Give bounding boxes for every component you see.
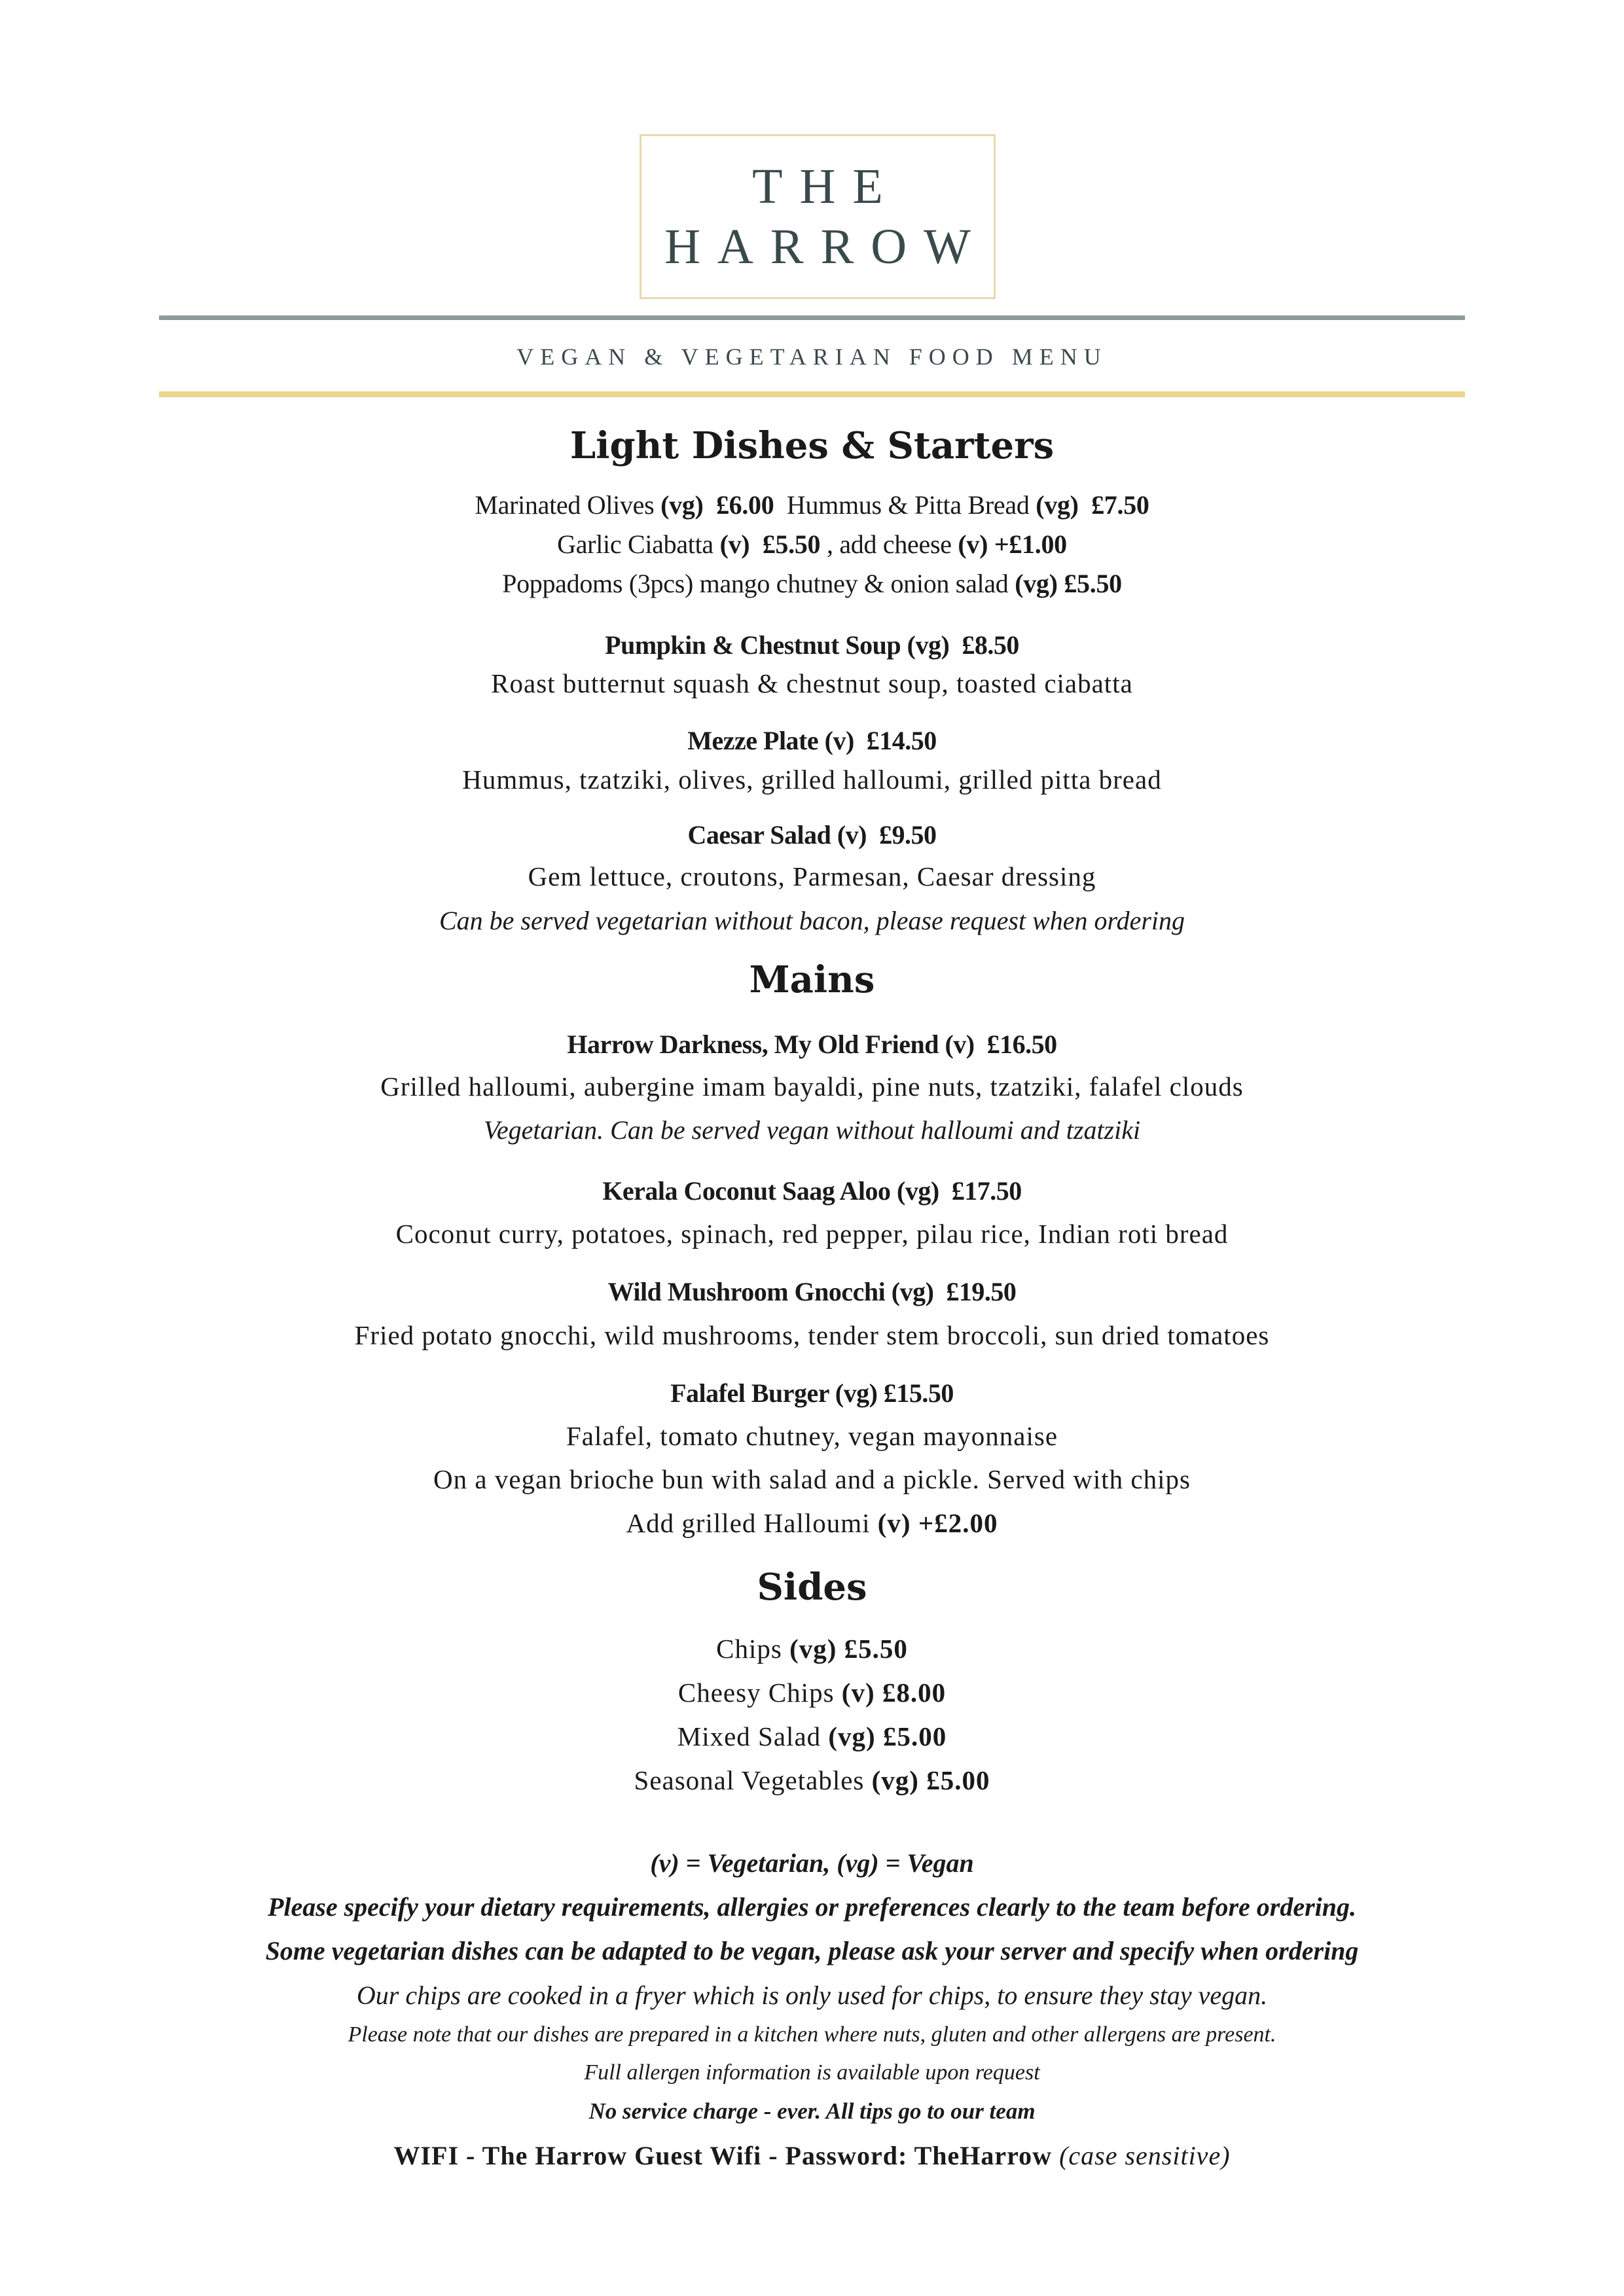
item-price: £5.50: [1064, 569, 1122, 598]
item-note: Can be served vegetarian without bacon, please request when ordering: [439, 906, 1185, 935]
item-price: £5.00: [882, 1721, 947, 1751]
chips-notice: Our chips are cooked in a fryer which is only used for chips, to ensure they stay vegan.: [356, 1981, 1268, 2010]
diet-tag: (v): [719, 529, 750, 559]
item-name: Cheesy Chips: [677, 1677, 835, 1708]
menu-tagline: VEGAN & VEGETARIAN FOOD MENU: [516, 344, 1108, 370]
item-description: Hummus, tzatziki, olives, grilled halloumi, grilled pitta bread: [462, 764, 1162, 795]
quick-items-row-3: [0, 568, 1624, 599]
diet-tag: (vg): [871, 1765, 919, 1795]
section-title-starters: Light Dishes & Starters: [569, 424, 1055, 467]
item-name: Falafel Burger: [670, 1378, 829, 1408]
item-description: Roast butternut squash & chestnut soup, toasted ciabatta: [491, 668, 1133, 698]
quick-items-row-2: [0, 529, 1624, 560]
item-name: Hummus & Pitta Bread: [786, 490, 1030, 520]
adapt-notice: Some vegetarian dishes can be adapted to be vegan, please ask your server and specify when ordering: [265, 1936, 1359, 1965]
item-name: Wild Mushroom Gnocchi: [607, 1277, 886, 1306]
item-name: Poppadoms (3pcs) mango chutney & onion salad: [502, 569, 1009, 598]
diet-tag: (v): [824, 726, 854, 755]
side-item: [0, 1721, 1624, 1752]
item-addon: [0, 1507, 1624, 1539]
item-price: £14.50: [866, 726, 937, 755]
wifi-label: WIFI - The Harrow Guest Wifi - Password: TheHarrow: [393, 2141, 1053, 2170]
item-name: Seasonal Vegetables: [634, 1765, 865, 1795]
diet-tag: (vg): [907, 630, 950, 660]
item-name: Harrow Darkness, My Old Friend: [567, 1030, 939, 1059]
item-name: Pumpkin & Chestnut Soup: [605, 630, 901, 660]
item-price: £5.50: [844, 1634, 908, 1664]
item-price: £5.00: [926, 1765, 990, 1795]
item-description: Grilled halloumi, aubergine imam bayaldi, pine nuts, tzatziki, falafel clouds: [380, 1071, 1244, 1102]
allergen-notice: Please note that our dishes are prepared in a kitchen where nuts, gluten and other allergens are present.: [348, 2022, 1276, 2047]
item-price: +£1.00: [994, 529, 1067, 559]
side-item: [0, 1677, 1624, 1708]
quick-items-row-1: [0, 490, 1624, 520]
dietary-notice: Please specify your dietary requirements, allergies or preferences clearly to the team before ordering.: [267, 1892, 1357, 1922]
item-name: Marinated Olives: [475, 490, 655, 520]
item-name: Kerala Coconut Saag Aloo: [602, 1176, 891, 1206]
wifi-note: (case sensitive): [1059, 2141, 1231, 2170]
logo-line-2: HARROW: [664, 219, 988, 274]
item-description-2: On a vegan brioche bun with salad and a pickle. Served with chips: [433, 1464, 1191, 1494]
item-name: Mixed Salad: [677, 1721, 821, 1751]
logo: [640, 134, 996, 299]
logo-line-1: THE: [752, 159, 900, 214]
wifi-info: [0, 2140, 1624, 2171]
item-price: £19.50: [946, 1277, 1017, 1306]
item-price: £8.00: [882, 1677, 947, 1708]
item-price: £6.00: [715, 490, 774, 520]
item-price: £15.50: [883, 1378, 954, 1408]
item-price: £8.50: [962, 630, 1019, 660]
diet-tag: (v): [945, 1030, 975, 1059]
item-price: £5.50: [762, 529, 821, 559]
diet-tag: (vg): [1015, 569, 1058, 598]
diet-legend: (v) = Vegetarian, (vg) = Vegan: [650, 1848, 974, 1878]
menu-item-heading: [0, 819, 1624, 850]
item-description: Gem lettuce, croutons, Parmesan, Caesar dressing: [528, 861, 1096, 891]
section-title-mains: Mains: [749, 958, 875, 1001]
item-description: Falafel, tomato chutney, vegan mayonnaise: [566, 1421, 1058, 1451]
menu-item-heading: [0, 1378, 1624, 1408]
item-price: £16.50: [986, 1030, 1057, 1059]
addon-text: Add grilled Halloumi: [626, 1508, 871, 1538]
item-name: Caesar Salad: [687, 820, 831, 850]
divider-grey: [159, 315, 1465, 320]
menu-item-heading: [0, 1175, 1624, 1206]
diet-tag: (vg): [835, 1378, 878, 1408]
diet-tag: (v): [958, 529, 988, 559]
diet-tag: (v): [837, 820, 867, 850]
menu-item-heading: [0, 1276, 1624, 1307]
diet-tag: (vg): [660, 490, 704, 520]
item-name: , add cheese: [826, 529, 952, 559]
item-price: £17.50: [951, 1176, 1022, 1206]
item-price: £9.50: [878, 820, 937, 850]
menu-item-heading: [0, 725, 1624, 756]
allergen-info-notice: Full allergen information is available upon request: [584, 2060, 1040, 2085]
divider-gold: [159, 391, 1465, 397]
addon-price: +£2.00: [918, 1508, 998, 1538]
item-name: Chips: [716, 1634, 782, 1664]
side-item: [0, 1765, 1624, 1796]
item-price: £7.50: [1091, 490, 1149, 520]
service-charge-notice: No service charge - ever. All tips go to our team: [588, 2098, 1036, 2124]
section-title-sides: Sides: [757, 1566, 867, 1609]
item-name: Mezze Plate: [687, 726, 819, 755]
item-note: Vegetarian. Can be served vegan without halloumi and tzatziki: [483, 1115, 1141, 1145]
menu-item-heading: [0, 630, 1624, 660]
item-description: Fried potato gnocchi, wild mushrooms, tender stem broccoli, sun dried tomatoes: [354, 1320, 1270, 1350]
diet-tag: (vg): [828, 1721, 876, 1751]
menu-item-heading: [0, 1029, 1624, 1060]
diet-tag: (v): [841, 1677, 875, 1708]
item-name: Garlic Ciabatta: [557, 529, 713, 559]
diet-tag: (vg): [891, 1277, 934, 1306]
diet-tag: (vg): [789, 1634, 837, 1664]
diet-tag: (vg): [897, 1176, 939, 1206]
diet-tag: (v): [877, 1508, 911, 1538]
item-description: Coconut curry, potatoes, spinach, red pepper, pilau rice, Indian roti bread: [395, 1219, 1229, 1249]
side-item: [0, 1633, 1624, 1664]
diet-tag: (vg): [1036, 490, 1079, 520]
